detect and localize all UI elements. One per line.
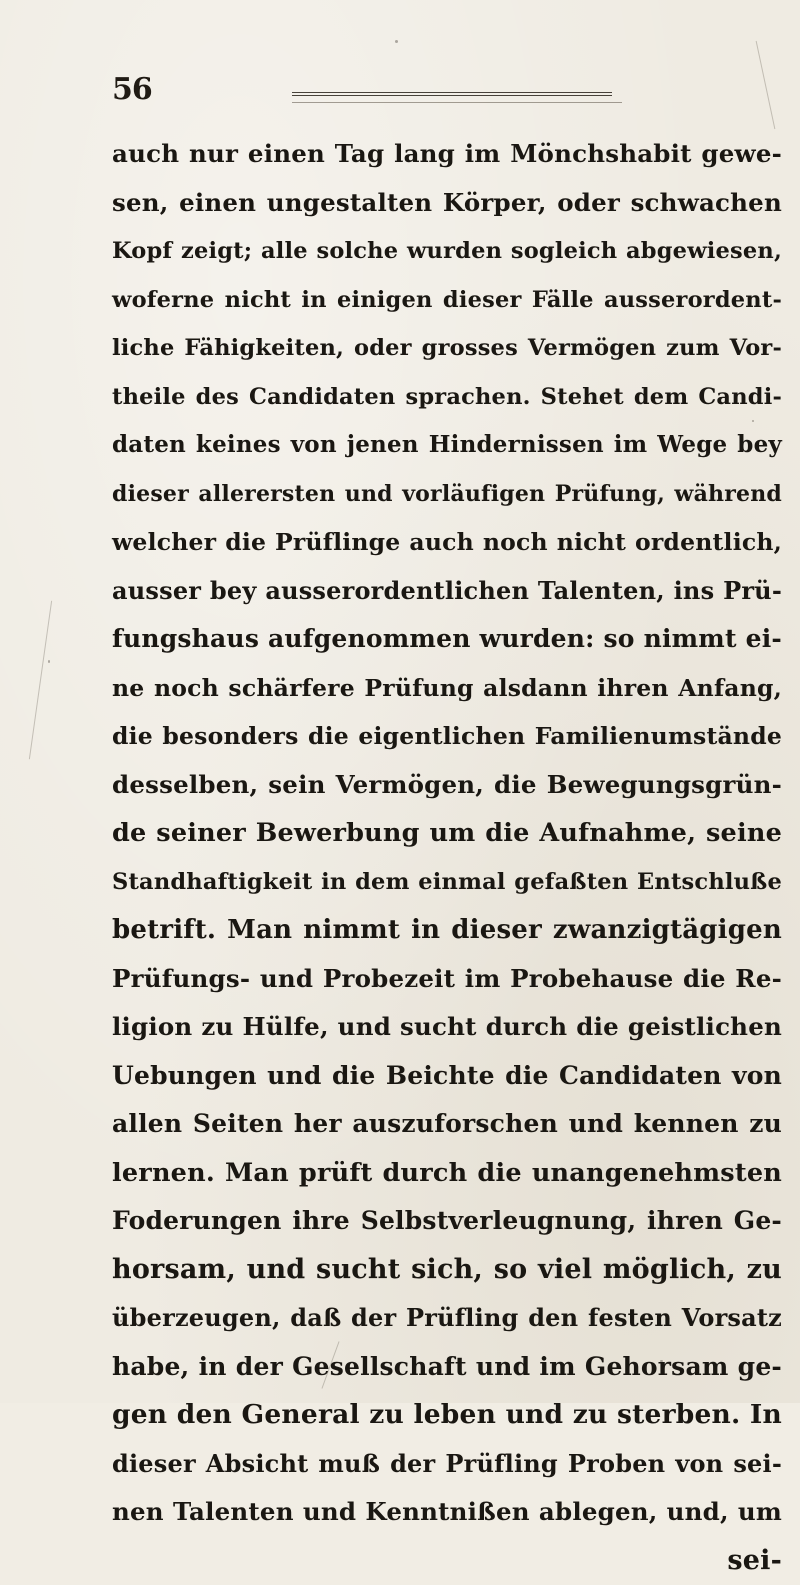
text-line: ne noch schärfere Prüfung alsdann ihren Anfang, (112, 664, 782, 713)
text-line: lernen. Man prüft durch die unangenehmsten (112, 1149, 782, 1198)
paper-speck (395, 40, 398, 43)
text-line: dieser Absicht muß der Prüfling Proben von sei- (112, 1440, 782, 1489)
paper-speck (752, 420, 754, 422)
text-line: auch nur einen Tag lang im Mönchshabit gewe- (112, 130, 782, 179)
text-line: gen den General zu leben und zu sterben. In (112, 1391, 782, 1440)
text-line: theile des Candidaten sprachen. Stehet dem Candi- (112, 373, 782, 422)
text-line: de seiner Bewerbung um die Aufnahme, seine (112, 809, 782, 858)
paper-speck (120, 1320, 122, 1322)
text-line: die besonders die eigentlichen Familienumstände (112, 712, 782, 761)
header-rule (292, 92, 612, 96)
text-line: dieser allerersten und vorläufigen Prüfung, während (112, 470, 782, 519)
header-rule-thin (292, 102, 622, 103)
text-line: daten keines von jenen Hindernissen im Wege bey (112, 421, 782, 470)
catchword: sei- (112, 1537, 782, 1585)
text-line: betrift. Man nimmt in dieser zwanzigtägigen (112, 906, 782, 955)
text-line: Standhaftigkeit in dem einmal gefaßten Entschluße (112, 858, 782, 907)
text-line: überzeugen, daß der Prüfling den festen Vorsatz (112, 1294, 782, 1343)
text-line: ausser bey ausserordentlichen Talenten, ins Prü- (112, 567, 782, 616)
text-line: allen Seiten her auszuforschen und kennen zu (112, 1100, 782, 1149)
body-text (112, 130, 792, 1585)
text-line: horsam, und sucht sich, so viel möglich, zu (112, 1246, 782, 1295)
text-line: desselben, sein Vermögen, die Bewegungsgrün- (112, 761, 782, 810)
text-line: woferne nicht in einigen dieser Fälle ausserordent- (112, 276, 782, 325)
text-line: ligion zu Hülfe, und sucht durch die geistlichen (112, 1003, 782, 1052)
text-line: sen, einen ungestalten Körper, oder schwachen (112, 179, 782, 228)
text-line: nen Talenten und Kenntnißen ablegen, und, um (112, 1488, 782, 1537)
text-line: Uebungen und die Beichte die Candidaten von (112, 1052, 782, 1101)
text-line: Prüfungs- und Probezeit im Probehause die Re- (112, 955, 782, 1004)
paper-speck (48, 660, 50, 663)
page-number: 56 (112, 72, 152, 107)
text-line: Foderungen ihre Selbstverleugnung, ihren Ge- (112, 1197, 782, 1246)
text-line: fungshaus aufgenommen wurden: so nimmt ei- (112, 615, 782, 664)
text-line: Kopf zeigt; alle solche wurden sogleich abgewiesen, (112, 227, 782, 276)
text-line: habe, in der Gesellschaft und im Gehorsam ge- (112, 1343, 782, 1392)
paper-scratch (756, 41, 776, 129)
text-line: liche Fähigkeiten, oder grosses Vermögen zum Vor- (112, 324, 782, 373)
text-line: welcher die Prüflinge auch noch nicht ordentlich, (112, 518, 782, 567)
paper-speck (660, 1360, 663, 1362)
page-header (112, 72, 692, 122)
paper-scratch (29, 601, 52, 760)
